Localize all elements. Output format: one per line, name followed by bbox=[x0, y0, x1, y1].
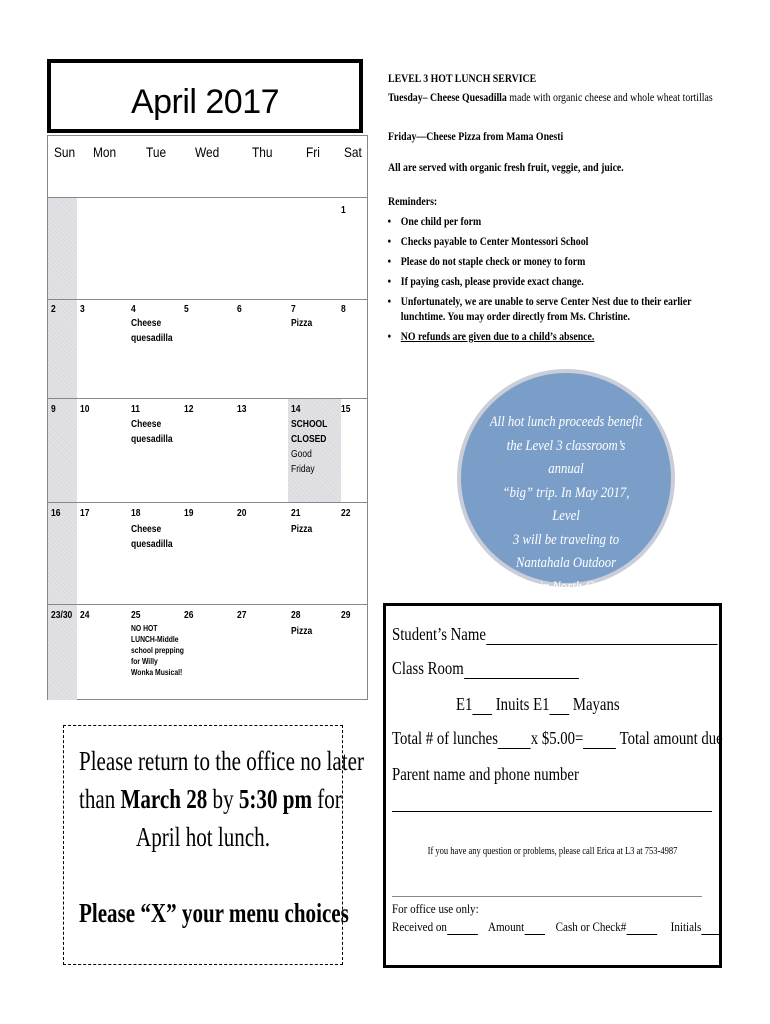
day-number: 5 bbox=[184, 304, 189, 315]
reminder-item: • Please do not staple check or money to form bbox=[386, 254, 747, 269]
header-tue: Tue bbox=[146, 144, 167, 160]
menu-note: Pizza bbox=[291, 318, 313, 329]
class-room-label: Class Room bbox=[392, 658, 464, 678]
class-room-field[interactable] bbox=[464, 660, 579, 679]
day-number: 14 bbox=[291, 404, 301, 415]
closed-note: SCHOOL CLOSED Good Friday bbox=[291, 419, 328, 475]
menu-note: Cheese quesadilla bbox=[131, 318, 173, 344]
friday-menu: Friday—Cheese Pizza from Mama Onesti bbox=[388, 129, 564, 143]
header-thu: Thu bbox=[252, 144, 273, 160]
reminder-item: • If paying cash, please provide exact change. bbox=[386, 274, 747, 289]
reminder-item: • NO refunds are given due to a child’s absence. bbox=[386, 329, 747, 344]
day-number: 28 bbox=[291, 610, 301, 621]
sunday-shade bbox=[48, 197, 77, 700]
day-number: 3 bbox=[80, 304, 85, 315]
class-choice-row: E1 Inuits E1 Mayans bbox=[456, 694, 620, 714]
student-name-field[interactable] bbox=[486, 626, 717, 645]
day-number: 20 bbox=[237, 508, 247, 519]
service-heading: LEVEL 3 HOT LUNCH SERVICE bbox=[388, 71, 537, 85]
header-sat: Sat bbox=[344, 144, 362, 160]
day-number: 17 bbox=[80, 508, 90, 519]
day-number: 21 bbox=[291, 508, 301, 519]
calendar-title: April 2017 bbox=[130, 83, 280, 121]
day-number: 18 bbox=[131, 508, 141, 519]
reminder-item: • Unfortunately, we are unable to serve Center Nest due to their earlier lunchtime. You may order directly from Ms. Christine. bbox=[386, 294, 700, 324]
student-name-label: Student’s Name bbox=[392, 624, 486, 644]
menu-note: Cheese quesadilla bbox=[131, 524, 173, 550]
amount-field[interactable] bbox=[524, 920, 544, 935]
lunch-count-field[interactable] bbox=[498, 730, 531, 749]
received-on-field[interactable] bbox=[447, 920, 478, 935]
proceeds-circle-inner bbox=[461, 373, 671, 595]
day-number: 22 bbox=[341, 508, 351, 519]
parent-label: Parent name and phone number bbox=[392, 764, 579, 784]
return-line-3: April hot lunch. bbox=[136, 822, 270, 852]
row-divider bbox=[48, 197, 367, 198]
row-divider bbox=[48, 398, 367, 399]
order-form bbox=[383, 603, 722, 968]
total-row: Total # of lunches x $5.00= Total amount due bbox=[392, 728, 723, 748]
day-number: 16 bbox=[51, 508, 61, 519]
day-number: 9 bbox=[51, 404, 56, 415]
form-divider bbox=[392, 896, 702, 897]
day-number: 6 bbox=[237, 304, 242, 315]
day-number: 8 bbox=[341, 304, 346, 315]
day-number: 1 bbox=[341, 205, 346, 216]
reminders-heading: Reminders: bbox=[388, 194, 438, 208]
proceeds-text: All hot lunch proceeds benefit the Level 3 classroom’s annual “big” trip. In May 2017, Level 3 will be traveling to Nantahala Outdoor Center in North Carolina bbox=[489, 414, 643, 595]
calendar-title-box bbox=[47, 59, 363, 133]
served-note: All are served with organic fresh fruit, veggie, and juice. bbox=[388, 160, 624, 174]
day-number: 24 bbox=[80, 610, 90, 621]
row-divider bbox=[48, 502, 367, 503]
check-number-field[interactable] bbox=[626, 920, 657, 935]
day-number: 10 bbox=[80, 404, 90, 415]
day-number: 15 bbox=[341, 404, 351, 415]
day-number: 29 bbox=[341, 610, 351, 621]
day-number: 12 bbox=[184, 404, 194, 415]
return-line-1: Please return to the office no later bbox=[78, 746, 364, 776]
return-line-2: than March 28 by 5:30 pm for bbox=[78, 784, 342, 814]
no-lunch-note: NO HOT LUNCH-Middle school prepping for Willy Wonka Musical! bbox=[131, 624, 184, 677]
contact-note: If you have any question or problems, please call Erica at L3 at 753-4987 bbox=[427, 846, 678, 857]
x-choices-note: Please “X” your menu choices bbox=[78, 898, 349, 928]
day-number: 27 bbox=[237, 610, 247, 621]
day-number: 7 bbox=[291, 304, 296, 315]
menu-note: Pizza bbox=[291, 524, 313, 535]
day-number: 19 bbox=[184, 508, 194, 519]
header-wed: Wed bbox=[195, 144, 220, 160]
day-number: 2 bbox=[51, 304, 56, 315]
reminders-list-wrap bbox=[386, 214, 766, 349]
reminder-item: • One child per form bbox=[386, 214, 747, 229]
day-number: 4 bbox=[131, 304, 136, 315]
office-use-label: For office use only: bbox=[392, 901, 479, 916]
day-number: 23/30 bbox=[51, 610, 73, 621]
proceeds-circle bbox=[457, 369, 675, 595]
return-notice-box bbox=[63, 725, 364, 965]
class-room-row bbox=[392, 658, 579, 679]
day-number: 25 bbox=[131, 610, 141, 621]
day-number: 13 bbox=[237, 404, 247, 415]
day-number: 26 bbox=[184, 610, 194, 621]
header-mon: Mon bbox=[93, 144, 117, 160]
student-name-row bbox=[392, 624, 717, 645]
tuesday-menu: Tuesday– Cheese Quesadilla made with organic cheese and whole wheat tortillas bbox=[388, 90, 713, 104]
day-number: 11 bbox=[131, 404, 140, 415]
menu-note: Pizza bbox=[291, 626, 313, 637]
office-use-row: Received on Amount Cash or Check# Initials bbox=[392, 919, 722, 935]
reminder-item: • Checks payable to Center Montessori School bbox=[386, 234, 747, 249]
row-divider bbox=[48, 299, 367, 300]
inuits-check[interactable] bbox=[472, 696, 492, 715]
row-divider bbox=[48, 604, 367, 605]
mayans-check[interactable] bbox=[549, 696, 569, 715]
calendar-grid bbox=[47, 135, 368, 700]
initials-field[interactable] bbox=[701, 920, 721, 935]
menu-note: Cheese quesadilla bbox=[131, 419, 173, 445]
header-sun: Sun bbox=[54, 144, 76, 160]
header-fri: Fri bbox=[306, 144, 320, 160]
parent-field[interactable] bbox=[392, 811, 712, 812]
reminders-list bbox=[386, 214, 747, 344]
total-field[interactable] bbox=[583, 730, 616, 749]
